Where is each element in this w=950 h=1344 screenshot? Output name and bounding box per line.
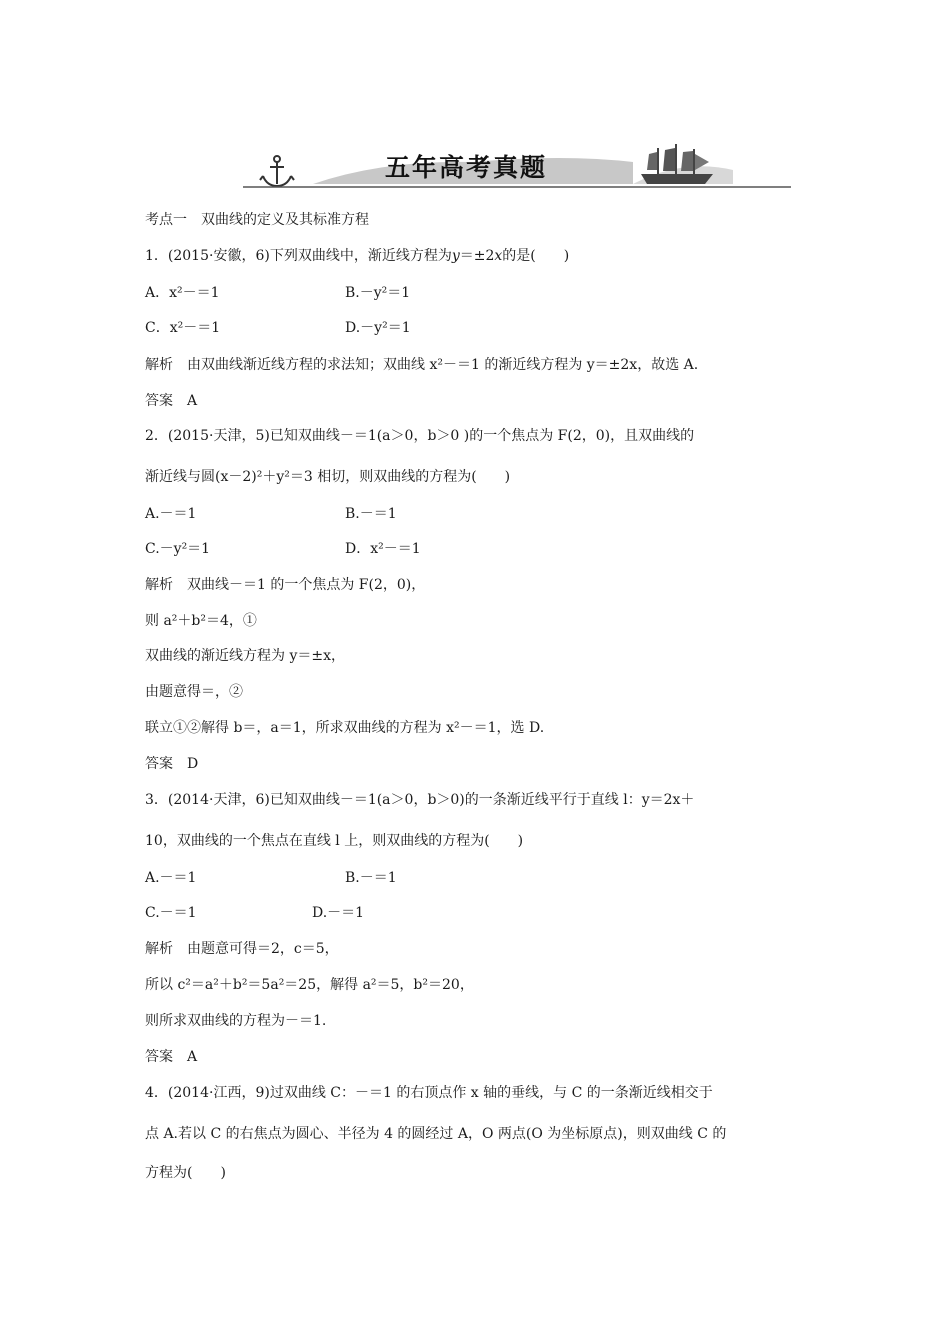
question-1-analysis: 解析 由双曲线渐近线方程的求法知；双曲线 x²－＝1 的渐近线方程为 y＝±2x，故选 A.: [145, 357, 699, 373]
question-4-stem-line-1: 4．(2014·江西，9)过双曲线 C：－＝1 的右顶点作 x 轴的垂线，与 C 的一条渐近线相交于: [145, 1085, 713, 1101]
question-2-analysis-5: 联立①②解得 b＝，a＝1，所求双曲线的方程为 x²－＝1，选 D.: [145, 720, 545, 736]
question-2-stem-line-2: 渐近线与圆(x－2)²＋y²＝3 相切，则双曲线的方程为( ): [145, 469, 511, 485]
question-1-option-d: D.－y²＝1: [345, 320, 411, 336]
question-3-stem-line-2: 10，双曲线的一个焦点在直线 l 上，则双曲线的方程为( ): [145, 833, 524, 849]
section-title: 考点一 双曲线的定义及其标准方程: [145, 212, 369, 228]
question-2-option-b: B.－＝1: [345, 506, 397, 522]
question-1-stem: 1．(2015·安徽，6)下列双曲线中，渐近线方程为y＝±2x的是( ): [145, 248, 570, 264]
question-3-option-d: D.－＝1: [312, 905, 365, 921]
sailing-ship-icon: [641, 144, 713, 184]
question-1-option-a: A．x²－＝1: [145, 285, 220, 301]
question-4-stem-line-3: 方程为( ): [145, 1165, 226, 1181]
anchor-icon: [260, 156, 294, 186]
question-2-option-a: A.－＝1: [145, 506, 197, 522]
question-1-option-c: C．x²－＝1: [145, 320, 221, 336]
question-3-analysis-3: 则所求双曲线的方程为－＝1.: [145, 1013, 327, 1029]
question-2-analysis-4: 由题意得＝，②: [145, 684, 243, 700]
question-3-analysis-2: 所以 c²＝a²＋b²＝5a²＝25，解得 a²＝5，b²＝20，: [145, 977, 474, 993]
question-3-option-c: C.－＝1: [145, 905, 197, 921]
question-2-analysis-1: 解析 双曲线－＝1 的一个焦点为 F(2，0)，: [145, 577, 426, 593]
question-3-option-b: B.－＝1: [345, 870, 397, 886]
question-3-answer: 答案 A: [145, 1049, 198, 1065]
question-3-stem-line-1: 3．(2014·天津，6)已知双曲线－＝1(a＞0，b＞0)的一条渐近线平行于直线 l：y＝2x＋: [145, 792, 695, 808]
question-2-analysis-2: 则 a²＋b²＝4，①: [145, 613, 257, 629]
question-2-answer: 答案 D: [145, 756, 199, 772]
question-2-analysis-3: 双曲线的渐近线方程为 y＝±x，: [145, 648, 345, 664]
question-3-analysis-1: 解析 由题意可得＝2，c＝5，: [145, 941, 339, 957]
question-4-stem-line-2: 点 A.若以 C 的右焦点为圆心、半径为 4 的圆经过 A，O 两点(O 为坐标原点)，则双曲线 C 的: [145, 1126, 727, 1142]
question-2-option-d: D．x²－＝1: [345, 541, 421, 557]
question-1-answer: 答案 A: [145, 393, 198, 409]
question-2-option-c: C.－y²＝1: [145, 541, 211, 557]
question-3-option-a: A.－＝1: [145, 870, 197, 886]
question-1-option-b: B.－y²＝1: [345, 285, 411, 301]
question-2-stem-line-1: 2．(2015·天津，5)已知双曲线－＝1(a＞0，b＞0 )的一个焦点为 F(2，0)，且双曲线的: [145, 428, 695, 444]
page-title: 五年高考真题: [385, 153, 548, 182]
